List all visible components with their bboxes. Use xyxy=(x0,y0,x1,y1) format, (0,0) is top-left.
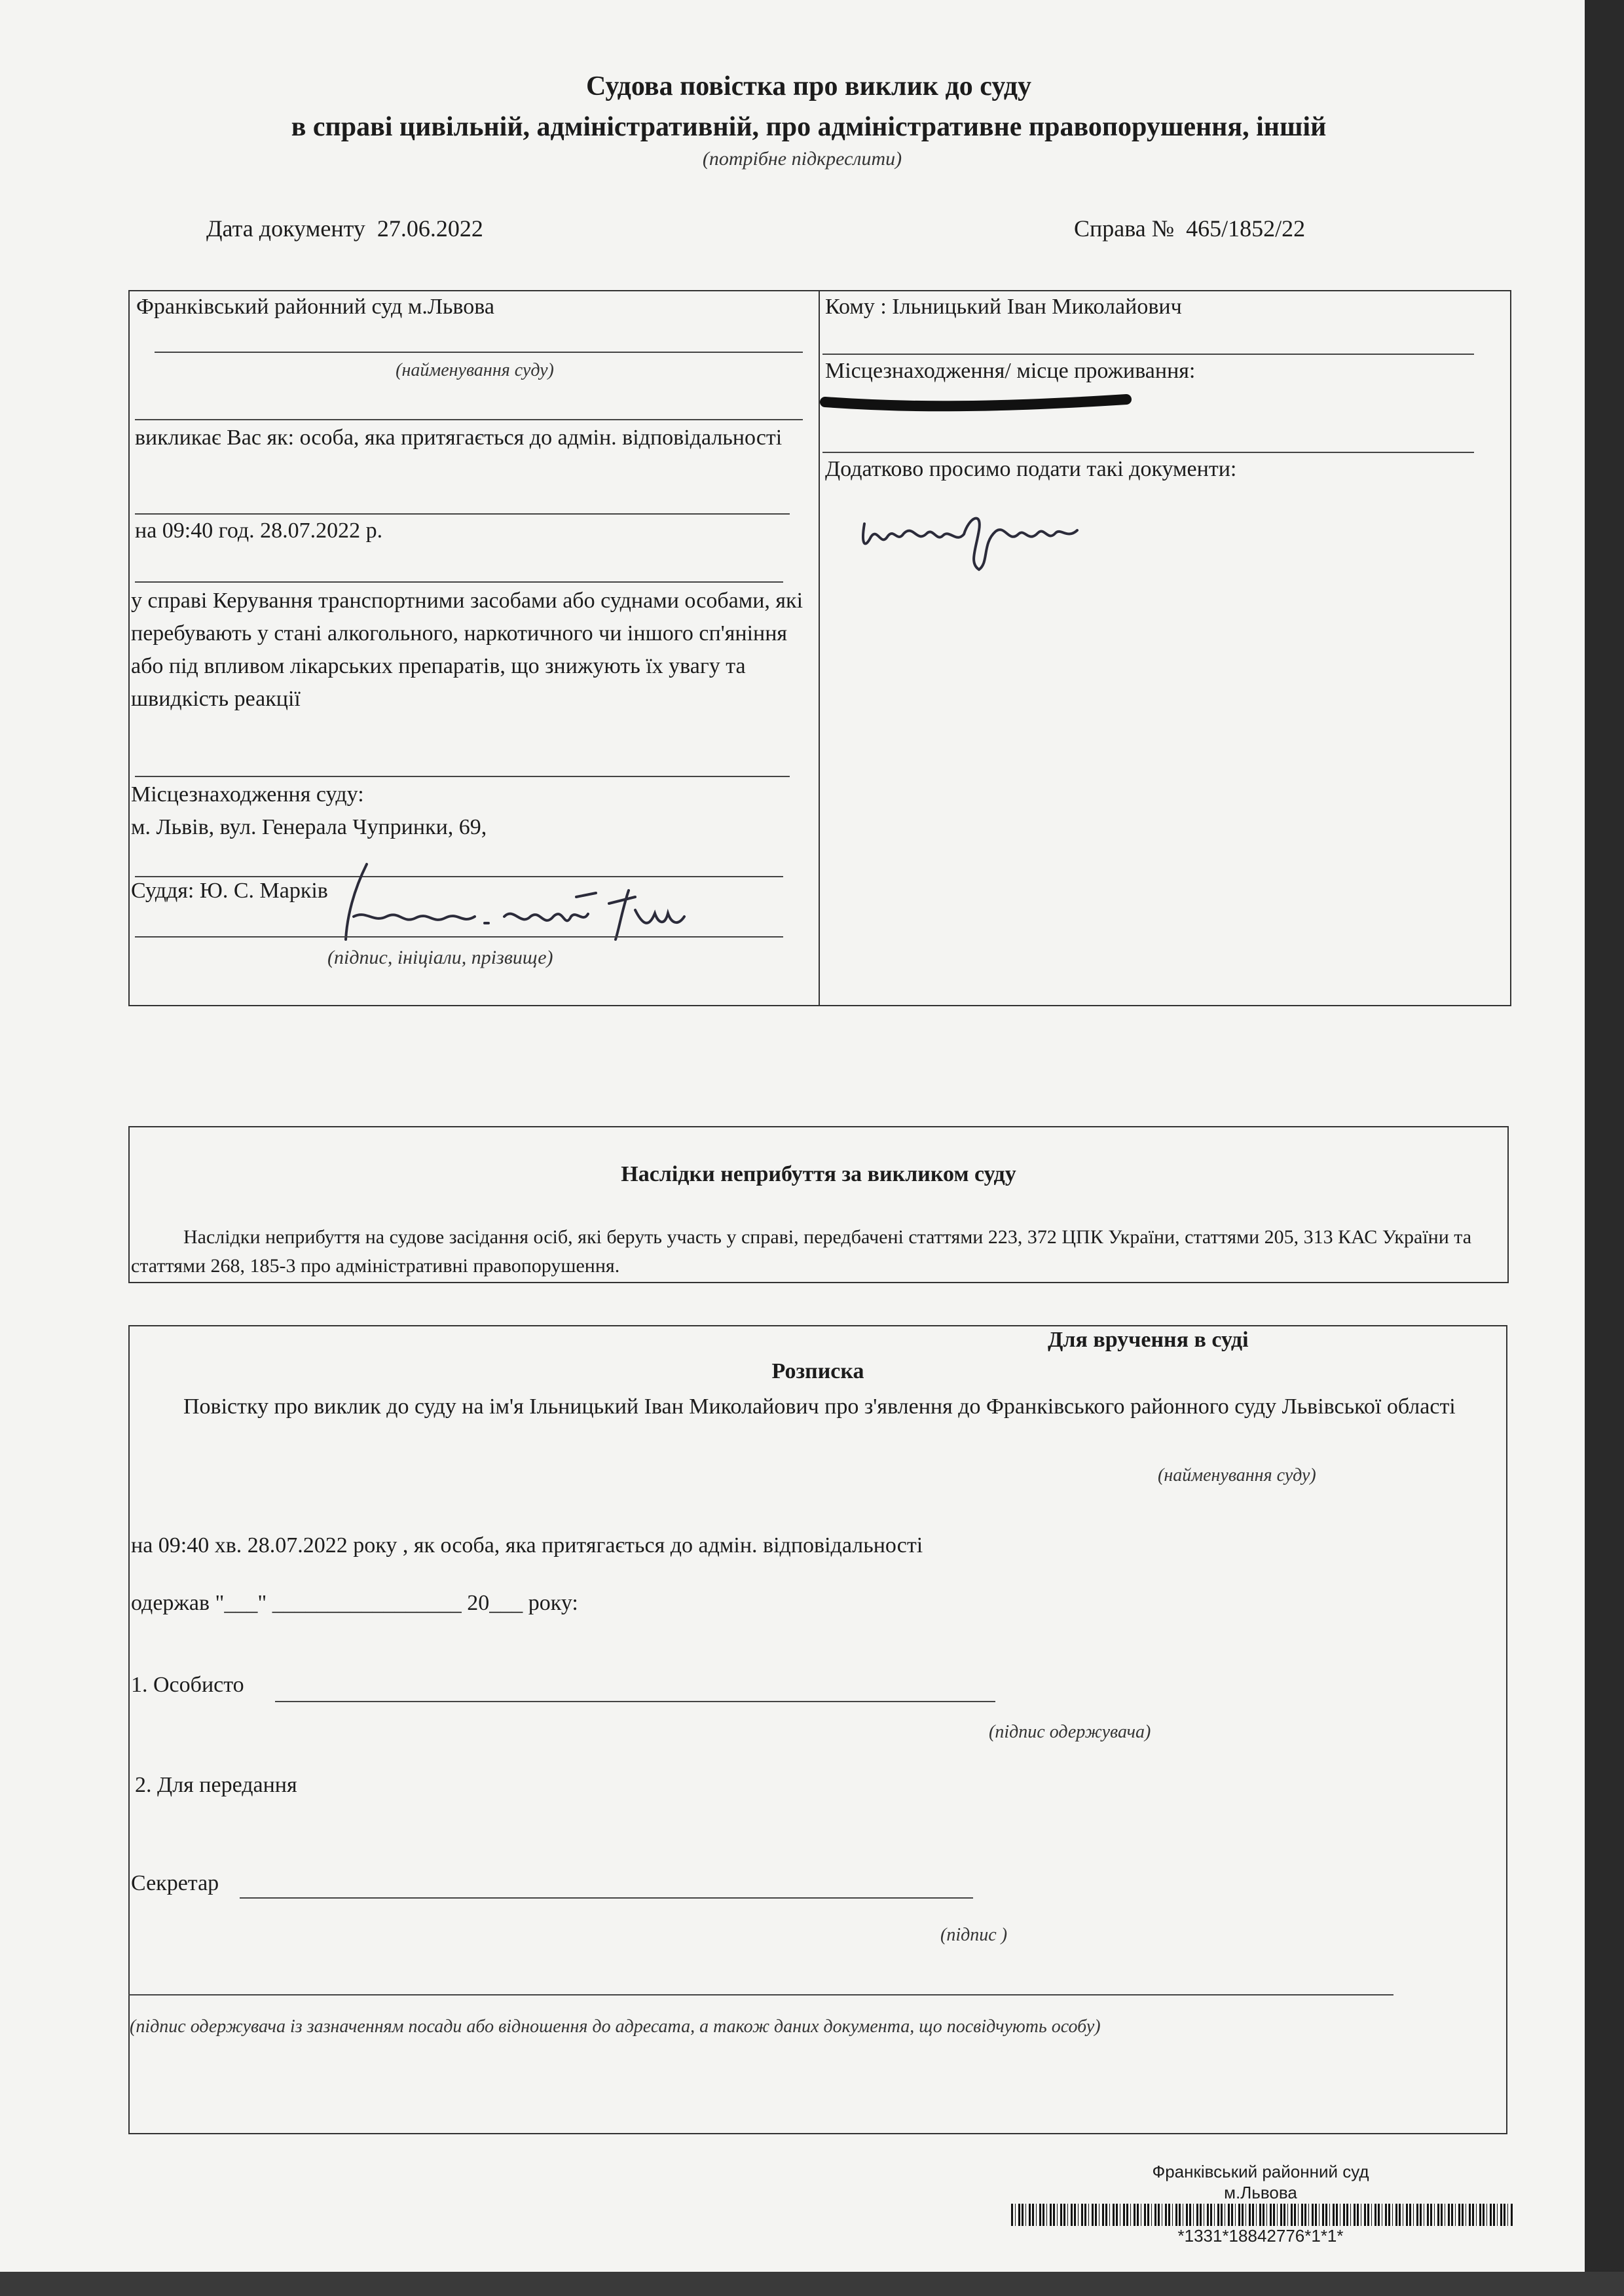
bottom-caption: (підпис одержувача із зазначенням посади або відношення до адресата, а також даних документа, що посвідчують особу) xyxy=(130,2016,1101,2037)
rule xyxy=(822,452,1474,453)
date-value: 27.06.2022 xyxy=(377,215,483,242)
footer-court-line-2: м.Львова xyxy=(1224,2183,1297,2202)
judge: Суддя: Ю. С. Марків xyxy=(131,879,328,903)
rule xyxy=(155,352,803,353)
barcode-text: *1331*18842776*1*1* xyxy=(1177,2226,1344,2246)
hearing-time: на 09:40 год. 28.07.2022 р. xyxy=(135,519,383,543)
barcode xyxy=(1011,2204,1513,2226)
rule xyxy=(135,419,803,420)
received-line: одержав "___" _________________ 20___ року: xyxy=(131,1591,578,1615)
receipt-text: Повістку про виклик до суду на ім'я Ільницький Іван Миколайович про з'явлення до Франківського районного суду Львівської області xyxy=(183,1394,1456,1419)
for-delivery-label: Для вручення в суді xyxy=(1048,1328,1249,1352)
date-label: Дата документу xyxy=(206,215,365,242)
footer-court-line-1: Франківський районний суд xyxy=(1152,2162,1369,2181)
recipient-location-label: Місцезнаходження/ місце проживання: xyxy=(825,359,1196,383)
recipient-signature-caption: (підпис одержувача) xyxy=(989,1722,1151,1742)
page-bottom-shadow xyxy=(0,2272,1624,2296)
page-edge-shadow xyxy=(1585,0,1624,2296)
title-line-2: в справі цивільній, адміністративній, про адміністративне правопорушення, іншій xyxy=(291,112,1327,142)
secretary-label: Секретар xyxy=(131,1871,219,1895)
consequences-text: Наслідки неприбуття на судове засідання осіб, які беруть участь у справі, передбачені статтями 223, 372 ЦПК України, статтями 205, 313 КАС України та статтями 268, 185-3 про адміністративні правопорушення. xyxy=(131,1226,1472,1277)
case-description: у справі Керування транспортними засобами або суднами особами, які перебувають у стані алкогольного, наркотичного чи іншого сп'яніння або під впливом лікарських препаратів, що знижують їх увагу та швидкість реакції xyxy=(131,589,803,711)
title-note: (потрібне підкреслити) xyxy=(702,148,902,170)
receipt-title: Розписка xyxy=(771,1359,864,1383)
signature-caption: (підпис, ініціали, прізвище) xyxy=(327,947,553,968)
rule xyxy=(822,354,1474,355)
rule xyxy=(135,776,790,777)
handwritten-note xyxy=(851,491,1113,583)
recipient: Кому : Ільницький Іван Миколайович xyxy=(825,295,1182,319)
transfer-label: 2. Для передання xyxy=(135,1773,297,1797)
rule xyxy=(128,1994,1393,1995)
court-caption: (найменування суду) xyxy=(396,360,554,380)
rule xyxy=(135,581,783,583)
document-date xyxy=(206,215,483,242)
court-location-label: Місцезнаходження суду: xyxy=(131,782,364,807)
summons-as: викликає Вас як: особа, яка притягається до адмін. відповідальності xyxy=(135,426,783,450)
personally-label: 1. Особисто xyxy=(131,1673,244,1697)
receipt-box xyxy=(128,1325,1507,2134)
court-name: Франківський районний суд м.Львова xyxy=(136,295,494,319)
rule xyxy=(135,513,790,515)
case-label: Справа № xyxy=(1074,215,1175,242)
title-line-1: Судова повістка про виклик до суду xyxy=(586,71,1031,101)
additional-documents-label: Додатково просимо подати такі документи: xyxy=(825,457,1237,481)
court-location: м. Львів, вул. Генерала Чупринки, 69, xyxy=(131,815,487,839)
consequences-title: Наслідки неприбуття за викликом суду xyxy=(621,1162,1016,1186)
redacted-address xyxy=(819,390,1133,416)
case-number xyxy=(1074,215,1305,242)
secretary-signature-line xyxy=(240,1897,973,1899)
receipt-court-caption: (найменування суду) xyxy=(1158,1465,1316,1485)
judge-signature xyxy=(327,851,747,962)
secretary-sign-caption: (підпис ) xyxy=(940,1925,1008,1945)
receipt-time-line: на 09:40 хв. 28.07.2022 року , як особа, яка притягається до адмін. відповідальності xyxy=(131,1533,923,1558)
rule xyxy=(135,936,783,938)
case-value: 465/1852/22 xyxy=(1186,215,1306,242)
signature-line xyxy=(275,1701,995,1702)
